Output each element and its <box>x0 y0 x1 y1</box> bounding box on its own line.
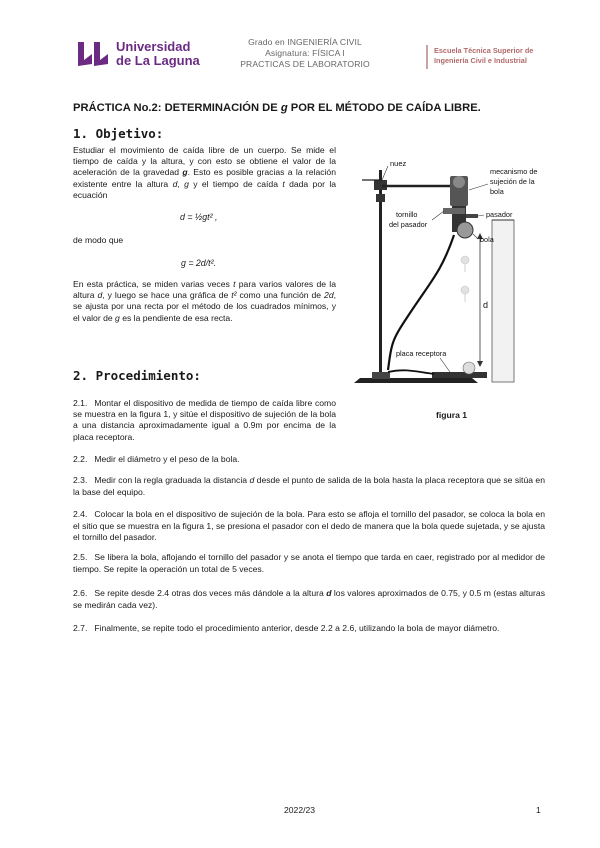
fig-label-tornillo-2: del pasador <box>389 220 428 229</box>
ull-logo-mark-icon <box>76 40 110 68</box>
between-text: de modo que <box>73 235 124 245</box>
ruler <box>492 220 514 382</box>
step-2-2: 2.2. Medir el diámetro y el peso de la bola. <box>73 454 240 464</box>
equation-2: g = 2d/t². <box>181 258 216 268</box>
school-name-line1: Escuela Técnica Superior de <box>434 46 534 55</box>
university-name-line2: de La Laguna <box>116 53 200 68</box>
university-name-line1: Universidad <box>116 39 191 54</box>
section-heading-procedimiento: 2. Procedimiento: <box>73 368 201 383</box>
ball <box>457 222 473 238</box>
degree-line: Grado en INGENIERÍA CIVIL <box>248 37 362 47</box>
fig-label-d: d <box>483 300 489 310</box>
step-2-6: 2.6. Se repite desde 2.4 otras dos veces más dándole a la altura d los valores aproximados de 0.75, y 0.5 m (estas alturas se medirán cada vez). <box>73 588 545 610</box>
step-2-4: 2.4. Colocar la bola en el dispositivo de sujeción de la bola. Para esto se afloja el tornillo del pasador, se coloca la bola en el sitio que se muestra en la figura 1, se presiona el pasador con el dedo de manera que la bola quede sujetada, y se ajusta el tornillo del pasador. <box>73 509 545 543</box>
document-title <box>73 102 533 114</box>
receptor-plate <box>432 372 487 378</box>
fig-label-mecanismo-2: sujeción de la <box>490 177 535 186</box>
figure-caption: figura 1 <box>436 410 468 420</box>
school-logo-bar <box>426 45 428 69</box>
free-fall-apparatus-figure <box>352 150 552 390</box>
title-symbol: g <box>280 102 288 114</box>
university-logo <box>76 38 204 72</box>
lab-line: PRACTICAS DE LABORATORIO <box>240 59 370 69</box>
page-number: 1 <box>536 805 541 815</box>
fig-label-placa: placa receptora <box>396 349 447 358</box>
university-name <box>116 40 200 68</box>
title-suffix: POR EL MÉTODO DE CAÍDA LIBRE. <box>287 102 481 114</box>
subject-line: Asignatura: FÍSICA I <box>265 48 345 58</box>
fig-label-nuez: nuez <box>390 159 407 168</box>
fig-label-mecanismo-1: mecanismo de <box>490 167 538 176</box>
step-2-1: 2.1. Montar el dispositivo de medida de tiempo de caída libre como se muestra en la figura 1, y sitúe el dispositivo de sujeción de la bola a una distancia aproximadamente igual a 0.9m por encima de la placa receptora. <box>73 398 336 442</box>
equation-1: d = ½gt² , <box>180 212 218 222</box>
step-2-5: 2.5. Se libera la bola, aflojando el tornillo del pasador y se anota el tiempo que tarda en caer, registrado por al medidor de tiempo. Se repite la operación un total de 5 veces. <box>73 552 545 574</box>
step-2-3: 2.3. Medir con la regla graduada la distancia d desde el punto de salida de la bola hasta la placa receptora que se sitúa en la base del equipo. <box>73 475 545 497</box>
fig-label-mecanismo-3: bola <box>490 187 504 196</box>
method-paragraph: En esta práctica, se miden varias veces t para varios valores de la altura d, y luego se hace una gráfica de t² como una función de 2d, se ajusta por una recta por el método de los cuadrados mínimos, y el valor de g es la pendiente de esa recta. <box>73 279 336 323</box>
course-header <box>230 37 380 70</box>
fig-label-pasador: pasador <box>486 210 513 219</box>
school-name <box>434 46 533 66</box>
footer-year: 2022/23 <box>284 805 316 815</box>
school-name-line2: Ingeniería Civil e Industrial <box>434 56 527 65</box>
title-prefix: PRÁCTICA No.2: DETERMINACIÓN DE <box>73 102 281 114</box>
fig-label-tornillo-1: tornillo <box>396 210 418 219</box>
objective-paragraph: Estudiar el movimiento de caída libre de un cuerpo. Se mide el tiempo de caída y la altura, y con esto se obtiene el valor de la aceleración de la gravedad g. Esto es posible gracias a la relación existente entre la altura d, g y el tiempo de caída t dada por la ecuación <box>73 145 337 200</box>
section-heading-objetivo: 1. Objetivo: <box>73 126 164 141</box>
step-2-7: 2.7. Finalmente, se repite todo el procedimiento anterior, desde 2.2 a 2.6, utilizando la bola de mayor diámetro. <box>73 623 500 633</box>
fig-label-bola: bola <box>480 235 494 244</box>
